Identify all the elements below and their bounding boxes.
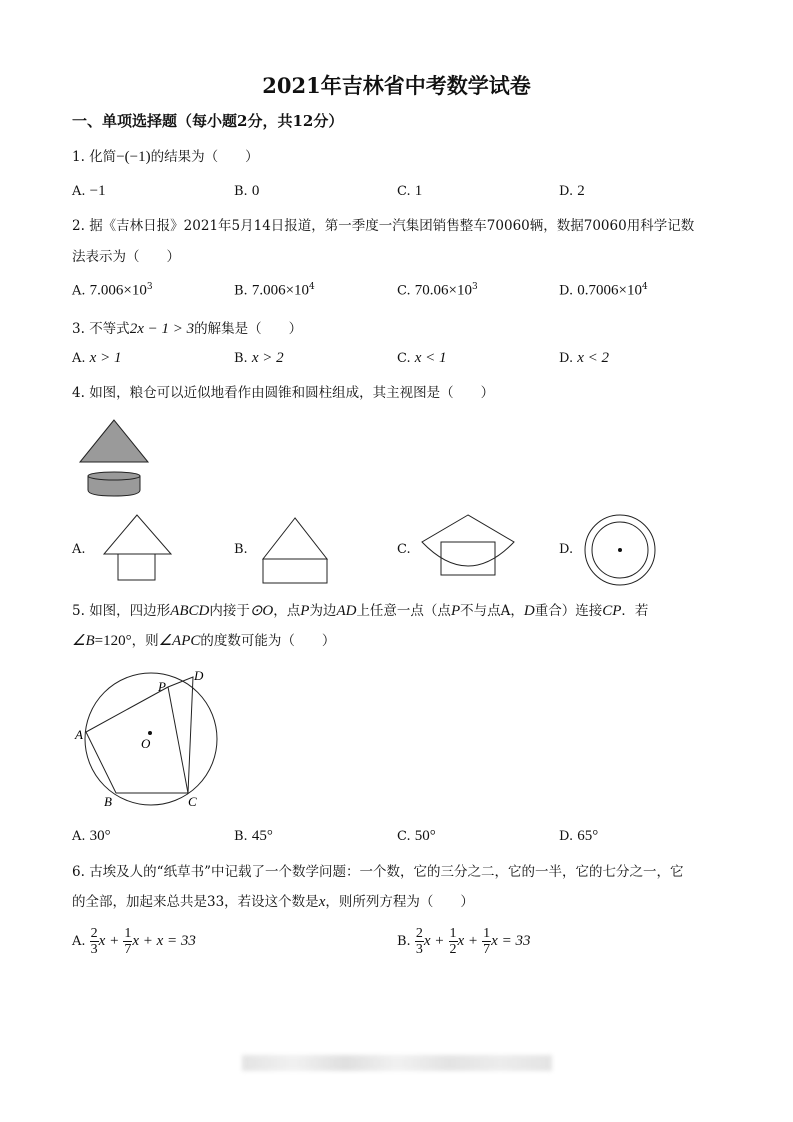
option-value: 0 <box>251 183 260 199</box>
question-text: 如图，四边形 <box>89 603 171 619</box>
q4-option-b-label[interactable]: B. <box>234 542 248 557</box>
math-expression: x + <box>457 933 479 949</box>
page-title: 2021年吉林省中考数学试卷 <box>262 73 531 98</box>
label-p: P <box>158 679 166 694</box>
question-text: 据《吉林日报》2021年5月14日报道，第一季度一汽集团销售整车70060辆，数据70060用科学记数 <box>89 218 695 234</box>
question-6 <box>72 860 684 880</box>
question-text: ，则所列方程为（ ） <box>325 894 474 910</box>
math-symbol: ∠APC <box>158 633 201 649</box>
fraction <box>90 926 99 957</box>
q1-option-d[interactable] <box>559 183 585 200</box>
option-value: 7.006×10 <box>89 282 147 299</box>
math-symbol: P <box>450 603 461 619</box>
q6-option-a[interactable] <box>72 926 196 957</box>
option-value: x > 2 <box>251 350 284 366</box>
label-a: A <box>75 727 83 742</box>
math-symbol: AD <box>336 603 357 619</box>
option-label: D. <box>559 351 574 366</box>
option-value: 7.006×10 <box>251 282 310 299</box>
q4-option-c-figure[interactable] <box>418 512 518 584</box>
math-symbol: ABCD <box>170 603 210 619</box>
q4-option-c-label[interactable]: C. <box>397 542 411 557</box>
q4-option-a-label[interactable]: A. <box>72 542 86 557</box>
math-expression: 2x − 1 > 3 <box>129 321 195 337</box>
fraction <box>123 926 132 957</box>
option-label: B. <box>397 934 411 949</box>
q4-option-b-figure[interactable] <box>258 514 332 586</box>
math-symbol: ∠B <box>72 633 95 649</box>
q4-option-a-figure[interactable] <box>100 512 175 582</box>
math-symbol: P <box>300 603 310 619</box>
option-label: A. <box>72 351 86 366</box>
option-label: B. <box>234 283 248 299</box>
option-label: C. <box>397 829 411 844</box>
denominator: 3 <box>415 942 423 957</box>
option-label: A. <box>72 184 86 199</box>
question-text: 的结果为（ ） <box>150 149 259 165</box>
numerator: 1 <box>449 926 457 941</box>
question-text: ，则 <box>131 633 159 649</box>
numerator: 1 <box>483 926 491 941</box>
numerator: 1 <box>124 926 132 941</box>
question-number: 3. <box>72 321 85 337</box>
option-label: C. <box>397 283 411 299</box>
q3-option-d[interactable] <box>559 350 609 367</box>
option-value: x > 1 <box>89 350 122 366</box>
q5-circle-figure <box>70 665 230 810</box>
question-number: 5. <box>72 603 85 619</box>
option-label: B. <box>234 829 248 844</box>
q4-option-d-figure[interactable] <box>580 512 660 588</box>
q3-option-b[interactable] <box>234 350 284 367</box>
q1-option-c[interactable] <box>397 183 422 200</box>
q3-option-c[interactable] <box>397 350 447 367</box>
question-2 <box>72 214 694 234</box>
question-text: 不等式 <box>89 321 130 337</box>
question-number: 6. <box>72 864 85 880</box>
option-value: 70.06×10 <box>414 282 472 299</box>
question-number: 1. <box>72 149 85 165</box>
question-text: 的度数可能为（ ） <box>200 633 336 649</box>
denominator: 7 <box>124 942 132 957</box>
math-symbol: ⊙O <box>249 603 274 619</box>
label-o: O <box>141 736 151 751</box>
math-symbol: x <box>318 894 326 910</box>
math-symbol: CP <box>602 603 622 619</box>
denominator: 3 <box>90 942 98 957</box>
numerator: 2 <box>90 926 98 941</box>
q5-option-b[interactable] <box>234 828 273 845</box>
question-5 <box>72 599 648 620</box>
option-value: 65° <box>577 828 599 844</box>
question-3 <box>72 317 302 338</box>
q2-option-d[interactable] <box>559 282 648 299</box>
q1-option-b[interactable] <box>234 183 259 200</box>
option-label: C. <box>397 351 411 366</box>
question-text: 内接于 <box>209 603 250 619</box>
math-expression: −(−1) <box>116 149 151 165</box>
fraction <box>415 926 424 957</box>
option-label: C. <box>397 184 411 199</box>
question-number: 2. <box>72 218 85 234</box>
fraction <box>482 926 491 957</box>
question-text: ．若 <box>621 603 649 619</box>
question-text: 如图，粮仓可以近似地看作由圆锥和圆柱组成，其主视图是（ ） <box>89 385 495 401</box>
denominator: 2 <box>449 942 457 957</box>
label-d: D <box>194 668 204 683</box>
option-exponent: 3 <box>146 282 153 292</box>
q2-option-a[interactable] <box>72 282 153 299</box>
question-2-line2: 法表示为（ ） <box>72 249 180 265</box>
section-heading: 一、单项选择题（每小题2分，共12分） <box>72 112 344 130</box>
option-label: A. <box>72 934 86 949</box>
option-label: A. <box>72 283 86 299</box>
math-expression: x + <box>423 933 445 949</box>
option-value: 45° <box>251 828 273 844</box>
q5-option-d[interactable] <box>559 828 598 845</box>
fraction <box>449 926 458 957</box>
label-b: B <box>104 794 112 809</box>
option-exponent: 4 <box>641 282 648 292</box>
math-expression: x = 33 <box>491 933 531 949</box>
q3-option-a[interactable] <box>72 350 121 367</box>
option-value: x < 2 <box>577 350 610 366</box>
math-symbol: D <box>523 603 535 619</box>
math-expression: =120° <box>94 633 132 649</box>
question-5-line2 <box>72 629 335 650</box>
question-4 <box>72 381 494 401</box>
question-6-line2 <box>72 890 474 911</box>
question-text: 重合）连接 <box>534 603 603 619</box>
question-1 <box>72 145 259 166</box>
option-value: −1 <box>89 183 106 199</box>
question-text: 古埃及人的“纸草书”中记载了一个数学问题：一个数，它的三分之二，它的一半，它的七分之一，它 <box>89 864 684 880</box>
option-label: D. <box>559 283 574 299</box>
option-label: B. <box>234 184 248 199</box>
question-text: 上任意一点（点 <box>356 603 451 619</box>
q6-option-b[interactable] <box>397 926 530 957</box>
question-text: 化简 <box>89 149 117 165</box>
option-value: 30° <box>89 828 111 844</box>
option-exponent: 3 <box>471 282 478 292</box>
q5-option-a[interactable] <box>72 828 111 845</box>
question-text: 不与点A， <box>460 603 524 619</box>
math-expression: x + <box>98 933 120 949</box>
numerator: 2 <box>415 926 423 941</box>
q2-option-b[interactable] <box>234 282 315 299</box>
option-label: D. <box>559 184 574 199</box>
option-value: 50° <box>414 828 436 844</box>
math-expression: x + x = 33 <box>132 933 196 949</box>
option-label: B. <box>234 351 248 366</box>
q5-option-c[interactable] <box>397 828 436 845</box>
label-c: C <box>188 794 197 809</box>
q2-option-c[interactable] <box>397 282 478 299</box>
question-text: 为边 <box>309 603 337 619</box>
option-value: 0.7006×10 <box>577 282 642 299</box>
question-number: 4. <box>72 385 85 401</box>
question-text: ，点 <box>273 603 301 619</box>
option-label: A. <box>72 829 86 844</box>
option-value: 1 <box>414 183 423 199</box>
granary-figure <box>78 418 150 500</box>
blurred-footer <box>242 1055 552 1071</box>
option-value: x < 1 <box>414 350 447 366</box>
question-text: 的解集是（ ） <box>194 321 303 337</box>
q1-option-a[interactable] <box>72 183 106 200</box>
denominator: 7 <box>483 942 491 957</box>
question-text: 的全部，加起来总共是33，若设这个数是 <box>72 894 319 910</box>
q4-option-d-label[interactable]: D. <box>559 542 574 557</box>
option-value: 2 <box>577 183 585 199</box>
option-label: D. <box>559 829 574 844</box>
option-exponent: 4 <box>309 282 315 292</box>
